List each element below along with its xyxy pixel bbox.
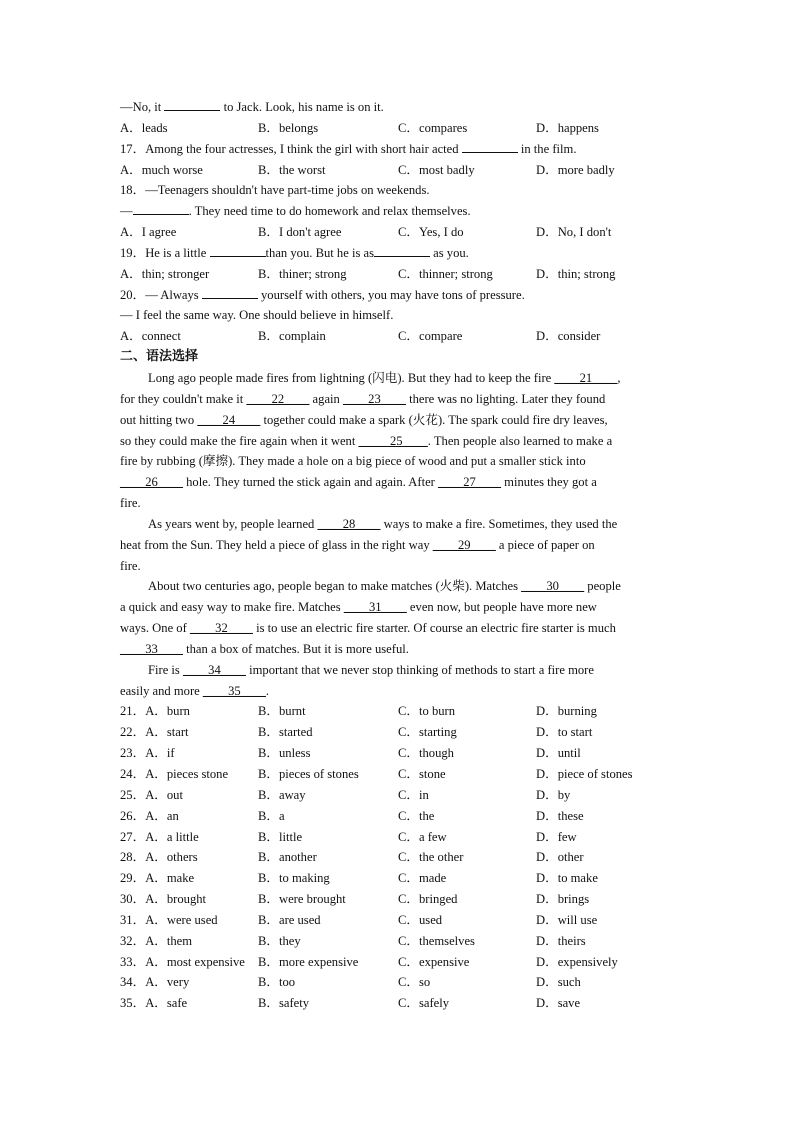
passage-text: is to use an electric fire starter. Of course an electric fire starter is much [252, 621, 616, 636]
option-b: B．started [258, 725, 313, 740]
passage-text: ways. One of [120, 621, 190, 636]
option-text: A．very [145, 975, 190, 990]
passage-paragraph-2 [120, 514, 680, 577]
passage-text: fire. [120, 496, 141, 511]
answer-blank [374, 243, 430, 257]
option-b: B．pieces of stones [258, 767, 359, 781]
option-a [120, 889, 206, 910]
passage-text: out hitting two [120, 412, 198, 427]
option-text: A．safe [145, 996, 188, 1011]
answer-blank [462, 139, 518, 153]
option-a [120, 993, 187, 1014]
passage-text: . Then people also learned to make a [427, 433, 613, 448]
option-d: D．happens [536, 120, 599, 135]
option-b: B．more expensive [258, 954, 359, 969]
option-a [120, 743, 175, 764]
question-number: 23． [120, 746, 146, 761]
q20-reply: — I feel the same way. One should believe in himself. [120, 308, 394, 323]
option-a [120, 827, 199, 848]
option-text: A．burn [145, 704, 190, 719]
option-d: D．few [536, 829, 577, 844]
option-d: D．more badly [536, 162, 615, 177]
question-number: 34． [120, 975, 146, 990]
option-b: B．I don't agree [258, 225, 342, 240]
option-text: A．were used [145, 912, 218, 927]
blank-32: ____32____ [189, 621, 253, 636]
option-a [120, 785, 183, 806]
option-a: A．leads [120, 120, 168, 135]
option-b: B．belongs [258, 120, 319, 135]
passage-text: About two centuries ago, people began to make matches (火柴). Matches [148, 579, 522, 594]
option-b: B．unless [258, 746, 311, 761]
option-d: D．burning [536, 704, 597, 719]
answer-blank [202, 285, 258, 299]
option-text: A．start [145, 725, 189, 740]
option-c: C．expensive [398, 954, 470, 969]
question-number: 21． [120, 704, 146, 719]
question-number: 30． [120, 892, 146, 907]
mc-options-list [120, 701, 680, 1014]
blank-33: ____33____ [120, 641, 183, 656]
blank-27: ____27____ [438, 475, 501, 490]
option-a: A．thin; stronger [120, 266, 210, 281]
q18-stem: 18．—Teenagers shouldn't have part-time jobs on weekends. [120, 183, 430, 198]
q19-stem-pre: 19．He is a little [120, 245, 210, 260]
q16-reply [120, 97, 680, 118]
option-b: B．the worst [258, 162, 326, 177]
option-d: D．consider [536, 329, 601, 344]
question-number: 29． [120, 871, 146, 886]
option-d: D．such [536, 975, 581, 990]
option-d: D．expensively [536, 954, 618, 969]
passage-text: minutes they got a [501, 475, 597, 490]
mc-question-row [120, 701, 680, 722]
blank-24: ____24____ [197, 412, 261, 427]
option-c: C．though [398, 746, 454, 761]
passage-text: again [309, 391, 343, 406]
passage-text: a quick and easy way to make fire. Matches [120, 600, 344, 615]
question-number: 27． [120, 829, 146, 844]
q19-stem-mid: than you. But he is as [265, 245, 374, 260]
option-a [120, 868, 194, 889]
question-number: 26． [120, 808, 146, 823]
option-d: D．until [536, 746, 581, 761]
q16-reply-post: to Jack. Look, his name is on it. [220, 100, 384, 114]
answer-blank [164, 97, 220, 111]
mc-question-row [120, 910, 680, 931]
option-text: A．a little [145, 829, 199, 844]
blank-22: ____22____ [246, 391, 310, 406]
question-number: 25． [120, 787, 146, 802]
option-c: C．the other [398, 850, 464, 865]
q16-options [120, 118, 680, 139]
option-text: A．make [145, 871, 195, 886]
option-b: B．another [258, 850, 317, 865]
option-a [120, 931, 192, 952]
question-number: 33． [120, 954, 146, 969]
blank-23: ____23____ [342, 391, 406, 406]
passage-text: Long ago people made fires from lightning (闪电). But they had to keep the fire [148, 370, 555, 385]
option-b: B．are used [258, 912, 321, 927]
option-c: C．used [398, 912, 443, 927]
option-text: A．if [145, 746, 175, 761]
option-d: D．by [536, 787, 571, 802]
blank-26: ____26____ [120, 475, 183, 490]
passage-text: ways to make a fire. Sometimes, they used the [380, 516, 618, 531]
blank-31: ____31____ [343, 600, 407, 615]
option-d: D．No, I don't [536, 225, 612, 240]
q17-options [120, 160, 680, 181]
q17-stem-pre: 17．Among the four actresses, I think the girl with short hair acted [120, 141, 462, 156]
option-a [120, 764, 228, 785]
option-d: D．to start [536, 725, 593, 740]
passage-text: fire. [120, 558, 141, 573]
passage-text: a piece of paper on [495, 537, 595, 552]
q20-stem-pre: 20．— Always [120, 287, 202, 302]
option-c: C．bringed [398, 892, 458, 907]
option-b: B．they [258, 933, 301, 948]
option-a [120, 806, 179, 827]
passage-paragraph-4 [120, 660, 680, 702]
option-a [120, 910, 218, 931]
section-heading: 二、语法选择 [120, 349, 199, 365]
option-c: C．thinner; strong [398, 266, 493, 281]
passage-text: As years went by, people learned [148, 516, 318, 531]
answer-blank [133, 201, 189, 215]
option-c: C．so [398, 975, 431, 990]
question-number: 32． [120, 933, 146, 948]
passage-text: so they could make the fire again when it went [120, 433, 359, 448]
mc-question-row [120, 743, 680, 764]
option-c: C．most badly [398, 162, 475, 177]
passage-text: there was no lighting. Later they found [405, 391, 606, 406]
q18-reply-post: . They need time to do homework and relax themselves. [188, 204, 471, 219]
option-c: C．stone [398, 767, 446, 781]
passage-text: Fire is [148, 662, 183, 677]
option-text: A．them [145, 933, 193, 948]
option-text: A．pieces stone [145, 767, 229, 781]
option-b: B．complain [258, 329, 326, 344]
mc-question-row [120, 764, 680, 785]
option-a [120, 972, 189, 993]
blank-25: _____25____ [358, 433, 428, 448]
option-c: C．compare [398, 329, 463, 344]
passage-text: together could make a spark (火花). The spark could fire dry leaves, [260, 412, 608, 427]
option-a [120, 847, 198, 868]
option-d: D．piece of stones [536, 767, 633, 781]
q17-stem [120, 139, 680, 160]
option-a [120, 722, 189, 743]
mc-question-row [120, 931, 680, 952]
option-text: A．others [145, 850, 198, 865]
passage-text: people [584, 579, 621, 594]
option-a [120, 952, 245, 973]
option-d: D．to make [536, 871, 598, 886]
option-a: A．much worse [120, 162, 203, 177]
option-a: A．I agree [120, 225, 177, 240]
mc-question-row [120, 952, 680, 973]
option-c: C．to burn [398, 704, 456, 719]
option-d: D．save [536, 996, 581, 1011]
option-c: C．compares [398, 120, 468, 135]
option-c: C．made [398, 871, 447, 886]
option-d: D．will use [536, 912, 598, 927]
passage-text: . [265, 683, 270, 698]
passage-text: hole. They turned the stick again and again. After [182, 475, 439, 490]
mc-question-row [120, 889, 680, 910]
passage-text: easily and more [120, 683, 203, 698]
q18-reply [120, 201, 680, 222]
option-b: B．a [258, 808, 285, 823]
q16-reply-pre: —No, it [120, 100, 165, 114]
option-c: C．in [398, 787, 429, 802]
q17-stem-post: in the film. [517, 141, 577, 156]
question-number: 24． [120, 767, 146, 781]
option-text: A．out [145, 787, 183, 802]
mc-question-row [120, 847, 680, 868]
q20-stem [120, 285, 680, 306]
passage-text: important that we never stop thinking of methods to start a fire more [245, 662, 594, 677]
option-c: C．the [398, 808, 435, 823]
passage-text: even now, but people have more new [406, 600, 597, 615]
mc-question-row [120, 972, 680, 993]
blank-34: ____34____ [182, 662, 246, 677]
option-b: B．to making [258, 871, 330, 886]
q19-stem [120, 243, 680, 264]
question-number: 28． [120, 850, 146, 865]
question-number: 35． [120, 996, 146, 1011]
passage-text: fire by rubbing (摩擦). They made a hole on a big piece of wood and put a smaller stick into [120, 454, 586, 469]
option-text: A．brought [145, 892, 207, 907]
option-c: C．themselves [398, 933, 475, 948]
option-c: C．a few [398, 829, 447, 844]
option-b: B．too [258, 975, 296, 990]
mc-question-row [120, 868, 680, 889]
option-c: C．safely [398, 996, 450, 1011]
option-d: D．these [536, 808, 584, 823]
passage-paragraph-1 [120, 368, 680, 514]
mc-question-row [120, 993, 680, 1014]
option-c: C．Yes, I do [398, 225, 464, 240]
passage-text: , [617, 370, 621, 385]
blank-21: ____21____ [554, 370, 618, 385]
option-b: B．little [258, 829, 303, 844]
option-c: C．starting [398, 725, 457, 740]
q20-options [120, 326, 680, 347]
option-b: B．burnt [258, 704, 306, 719]
option-b: B．thiner; strong [258, 266, 347, 281]
passage-text: heat from the Sun. They held a piece of glass in the right way [120, 537, 433, 552]
option-b: B．were brought [258, 892, 346, 907]
mc-question-row [120, 806, 680, 827]
option-a: A．connect [120, 329, 181, 344]
option-b: B．safety [258, 996, 310, 1011]
option-a [120, 701, 190, 722]
q19-stem-post: as you. [429, 245, 469, 260]
option-d: D．theirs [536, 933, 586, 948]
option-d: D．thin; strong [536, 266, 616, 281]
blank-28: ____28____ [317, 516, 381, 531]
option-text: A．most expensive [145, 954, 245, 969]
passage-paragraph-3 [120, 576, 680, 659]
blank-30: ____30____ [521, 579, 585, 594]
passage-text: for they couldn't make it [120, 391, 247, 406]
q20-stem-post: yourself with others, you may have tons of pressure. [257, 287, 525, 302]
answer-blank [210, 243, 266, 257]
q18-options [120, 222, 680, 243]
q18-reply-pre: — [120, 204, 133, 219]
passage-text: than a box of matches. But it is more useful. [182, 641, 409, 656]
blank-29: ____29____ [432, 537, 496, 552]
question-number: 22． [120, 725, 146, 740]
option-text: A．an [145, 808, 179, 823]
worksheet-content [120, 97, 680, 1014]
option-b: B．away [258, 787, 306, 802]
q19-options [120, 264, 680, 285]
mc-question-row [120, 827, 680, 848]
option-d: D．brings [536, 892, 590, 907]
option-d: D．other [536, 850, 584, 865]
mc-question-row [120, 785, 680, 806]
mc-question-row [120, 722, 680, 743]
question-number: 31． [120, 912, 146, 927]
blank-35: ____35____ [202, 683, 266, 698]
